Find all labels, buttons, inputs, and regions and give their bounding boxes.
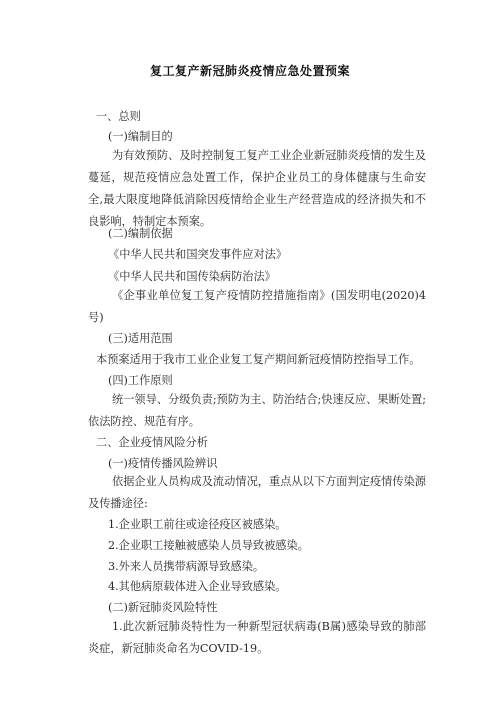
list-item: 1.企业职工前往或途径疫区被感染。: [108, 518, 287, 531]
paragraph-scope: 本预案适用于我市工业企业复工复产期间新冠疫情防控指导工作。: [96, 353, 421, 366]
subsection-heading-scope: (三)适用范围: [108, 332, 173, 345]
list-item: 2.企业职工接触被感染人员导致被感染。: [108, 539, 309, 552]
section-heading-risk-analysis: 二、企业疫情风险分析: [96, 436, 208, 449]
list-item: 4.其他病原载体进入企业导致感染。: [108, 580, 287, 593]
subsection-heading-purpose: (一)编制目的: [108, 130, 173, 143]
paragraph-purpose: 为有效预防、及时控制复工复产工业企业新冠肺炎疫情的发生及蔓延，规范疫情应急处置工作，保护企业员工的身体健康与生命安全,最大限度地降低消除因疫情给企业生产经营造成的经济损失和不良影响，特制定本预案。: [88, 149, 426, 228]
list-item: 3.外来人员携带病源导致感染。: [108, 560, 265, 573]
paragraph-risk-characteristics: 1.此次新冠肺炎特性为一种新型冠状病毒(B属)感染导致的肺部炎症，新冠肺炎命名为COVID-19。: [88, 620, 426, 655]
section-heading-general: 一、总则: [96, 110, 141, 123]
subsection-heading-risk-characteristics: (二)新冠肺炎风险特性: [108, 601, 218, 614]
reference-emergency-law: 《中华人民共和国突发事件应对法》: [108, 248, 288, 261]
document-title: 复工复产新冠肺炎疫情应急处置预案: [149, 64, 350, 78]
subsection-heading-principles: (四)工作原则: [108, 374, 173, 387]
subsection-heading-basis: (二)编制依据: [108, 227, 173, 240]
paragraph-transmission-risk: 依据企业人员构成及流动情况，重点从以下方面判定疫情传染源及传播途径:: [88, 475, 426, 510]
reference-infectious-disease-law: 《中华人民共和国传染病防治法》: [108, 270, 276, 283]
reference-guideline: 《企事业单位复工复产疫情防控措施指南》(国发明电(2020)4号): [88, 289, 426, 324]
subsection-heading-transmission-risk: (一)疫情传播风险辨识: [108, 457, 218, 470]
paragraph-principles: 统一领导、分级负责;预防为主、防治结合;快速反应、果断处置;依法防控、规范有序。: [88, 393, 426, 428]
